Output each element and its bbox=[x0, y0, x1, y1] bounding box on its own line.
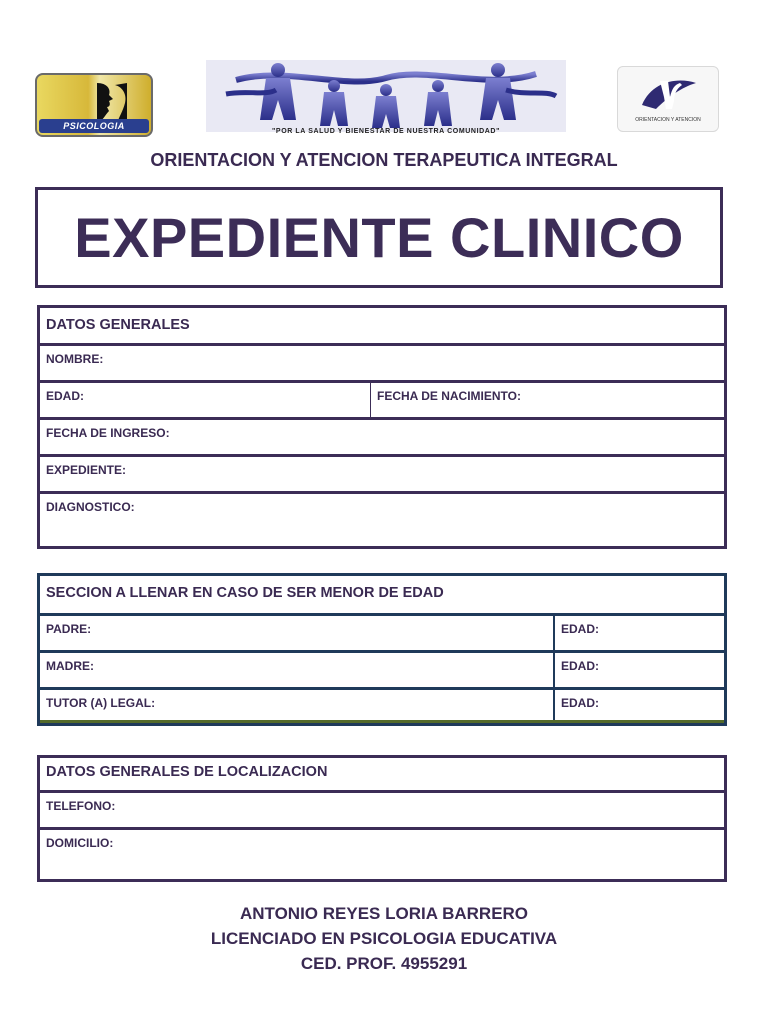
datos-generales-section bbox=[37, 305, 727, 549]
tutor-label: TUTOR (A) LEGAL: bbox=[46, 696, 156, 710]
madre-field[interactable] bbox=[40, 653, 555, 687]
domicilio-row[interactable] bbox=[40, 830, 724, 879]
madre-edad-field[interactable] bbox=[555, 653, 605, 687]
psicologia-logo bbox=[35, 73, 153, 137]
padre-field[interactable] bbox=[40, 616, 555, 650]
localizacion-section bbox=[37, 755, 727, 882]
padre-row bbox=[40, 616, 724, 653]
fecha-nacimiento-field[interactable] bbox=[371, 383, 527, 417]
diagnostico-label: DIAGNOSTICO: bbox=[46, 500, 135, 514]
padre-edad-field[interactable] bbox=[555, 616, 605, 650]
fecha-nacimiento-label: FECHA DE NACIMIENTO: bbox=[377, 389, 521, 403]
logo-left-label: PSICOLOGIA bbox=[39, 119, 149, 133]
madre-row bbox=[40, 653, 724, 690]
section-heading-row bbox=[40, 308, 724, 346]
edad-label: EDAD: bbox=[46, 389, 84, 403]
psi-logo-caption: ORIENTACION Y ATENCION bbox=[635, 117, 701, 123]
fecha-ingreso-row[interactable] bbox=[40, 420, 724, 457]
nombre-label: NOMBRE: bbox=[46, 352, 104, 366]
padre-edad-label: EDAD: bbox=[561, 622, 599, 636]
madre-label: MADRE: bbox=[46, 659, 94, 673]
psi-icon bbox=[638, 75, 700, 111]
family-silhouettes-logo bbox=[206, 60, 566, 132]
page-title: EXPEDIENTE CLINICO bbox=[74, 206, 684, 269]
domicilio-label: DOMICILIO: bbox=[46, 836, 114, 850]
tutor-edad-label: EDAD: bbox=[561, 696, 599, 710]
section-heading-row bbox=[40, 758, 724, 793]
menor-edad-section bbox=[37, 573, 727, 726]
fecha-ingreso-label: FECHA DE INGRESO: bbox=[46, 426, 170, 440]
tutor-field[interactable] bbox=[40, 690, 555, 720]
tutor-edad-field[interactable] bbox=[555, 690, 605, 720]
slogan-text: "POR LA SALUD Y BIENESTAR DE NUESTRA COMUNIDAD" bbox=[272, 128, 500, 135]
telefono-label: TELEFONO: bbox=[46, 799, 116, 813]
edad-row bbox=[40, 383, 724, 420]
psi-logo bbox=[617, 66, 719, 132]
title-box bbox=[35, 187, 723, 288]
expediente-label: EXPEDIENTE: bbox=[46, 463, 127, 477]
expediente-row[interactable] bbox=[40, 457, 724, 494]
header bbox=[0, 0, 768, 150]
subtitle: ORIENTACION Y ATENCION TERAPEUTICA INTEGRAL bbox=[150, 150, 618, 170]
section-heading: SECCION A LLENAR EN CASO DE SER MENOR DE EDAD bbox=[46, 585, 444, 601]
footer-cedula: CED. PROF. 4955291 bbox=[300, 954, 468, 973]
tutor-row bbox=[40, 690, 724, 723]
footer-degree: LICENCIADO EN PSICOLOGIA EDUCATIVA bbox=[210, 929, 558, 948]
section-heading: DATOS GENERALES DE LOCALIZACION bbox=[46, 764, 328, 780]
padre-label: PADRE: bbox=[46, 622, 92, 636]
edad-field[interactable] bbox=[40, 383, 371, 417]
telefono-row[interactable] bbox=[40, 793, 724, 830]
section-heading: DATOS GENERALES bbox=[46, 317, 190, 333]
madre-edad-label: EDAD: bbox=[561, 659, 599, 673]
section-heading-row bbox=[40, 576, 724, 616]
nombre-row[interactable] bbox=[40, 346, 724, 383]
footer-name: ANTONIO REYES LORIA BARRERO bbox=[239, 904, 529, 923]
diagnostico-row[interactable] bbox=[40, 494, 724, 546]
